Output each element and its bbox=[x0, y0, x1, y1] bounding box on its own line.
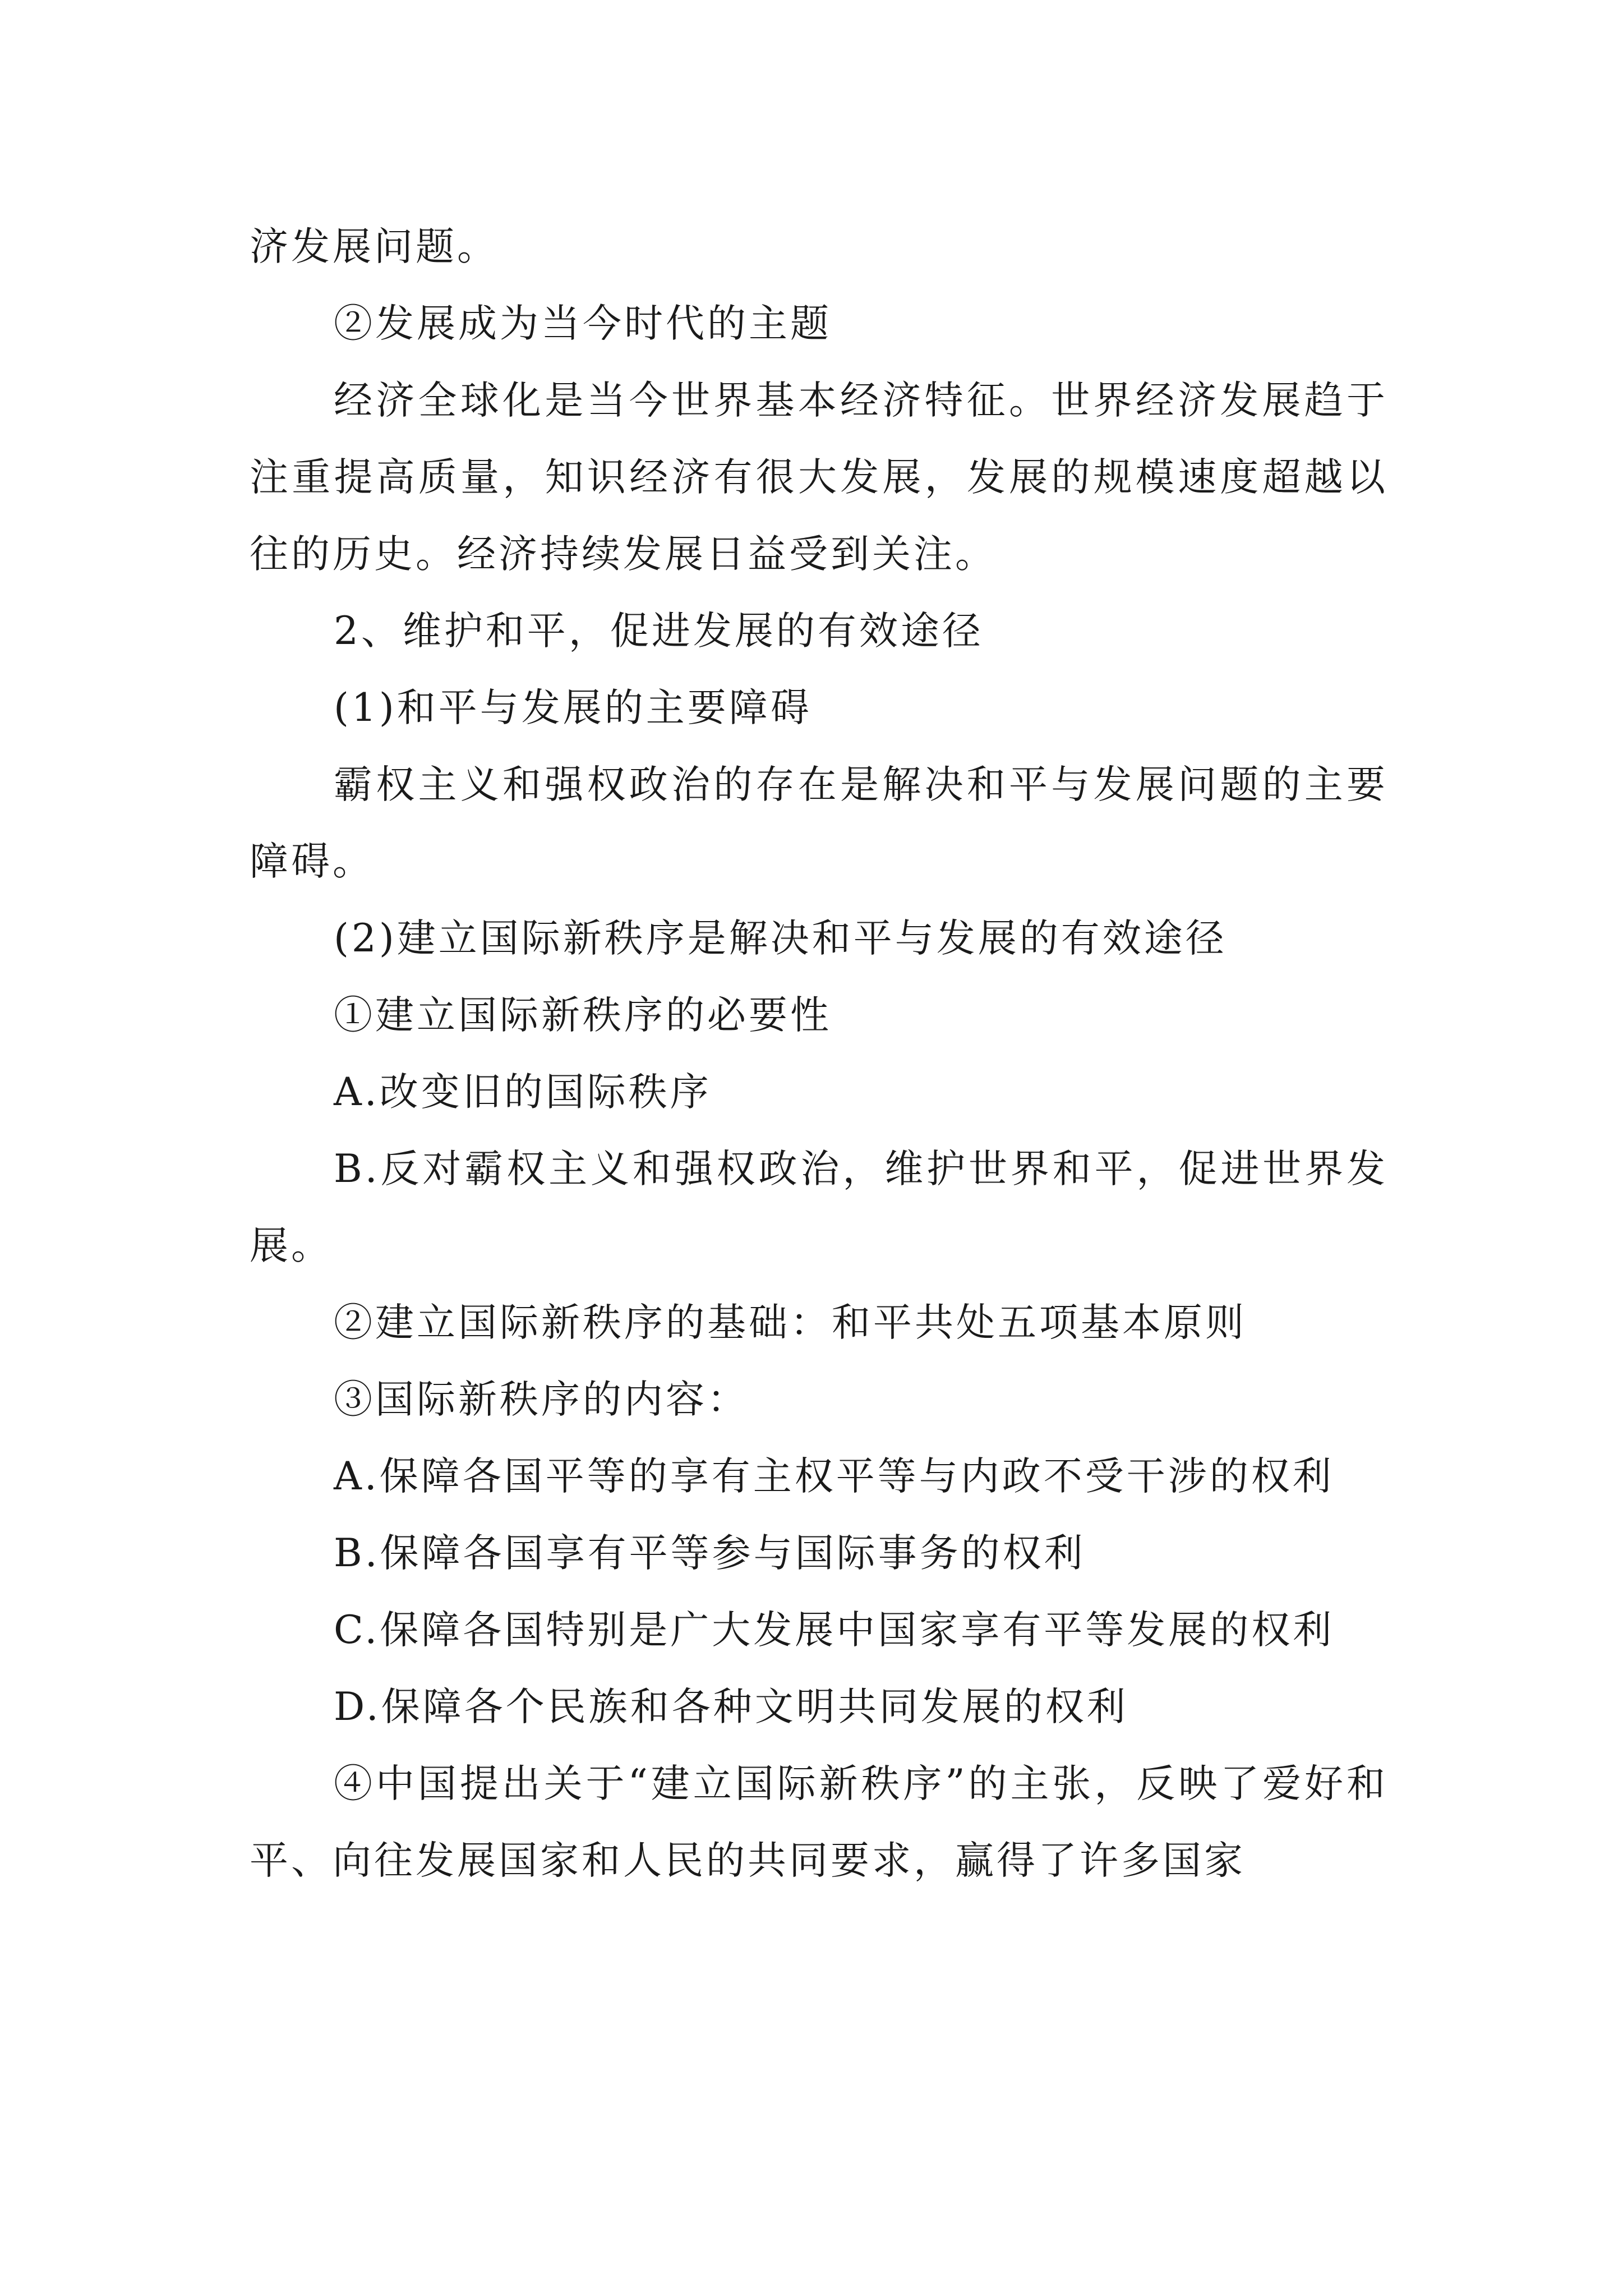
point-foundation: ②建立国际新秩序的基础：和平共处五项基本原则 bbox=[334, 1300, 1247, 1345]
item-a-sovereignty: A.保障各国平等的享有主权平等与内政不受干涉的权利 bbox=[334, 1454, 1334, 1499]
document-body bbox=[250, 209, 1388, 1899]
point-necessity: ①建立国际新秩序的必要性 bbox=[334, 993, 832, 1038]
paragraph-globalization: 经济全球化是当今世界基本经济特征。世界经济发展趋于注重提高质量，知识经济有很大发展，发展的规模速度超越以往的历史。经济持续发展日益受到关注。 bbox=[250, 378, 1388, 577]
point-content: ③国际新秩序的内容： bbox=[334, 1377, 749, 1422]
paragraph-development-theme: ②发展成为当今时代的主题 bbox=[334, 301, 832, 346]
item-c-developing-countries: C.保障各国特别是广大发展中国家享有平等发展的权利 bbox=[334, 1608, 1335, 1653]
subheading-obstacles: (1)和平与发展的主要障碍 bbox=[334, 685, 812, 730]
subheading-new-order: (2)建立国际新秩序是解决和平与发展的有效途径 bbox=[334, 916, 1227, 961]
point-china-proposal: ④中国提出关于“建立国际新秩序”的主张，反映了爱好和平、向往发展国家和人民的共同要求，赢得了许多国家 bbox=[250, 1761, 1388, 1883]
paragraph-continuation: 济发展问题。 bbox=[250, 224, 499, 269]
item-b-international-affairs: B.保障各国享有平等参与国际事务的权利 bbox=[334, 1531, 1086, 1576]
item-a-change-old-order: A.改变旧的国际秩序 bbox=[334, 1070, 712, 1115]
item-d-civilizations: D.保障各个民族和各种文明共同发展的权利 bbox=[334, 1685, 1128, 1729]
item-b-oppose-hegemonism: B.反对霸权主义和强权政治，维护世界和平，促进世界发展。 bbox=[250, 1147, 1388, 1268]
section-heading-2: 2、维护和平，促进发展的有效途径 bbox=[334, 609, 984, 654]
paragraph-hegemonism: 霸权主义和强权政治的存在是解决和平与发展问题的主要障碍。 bbox=[250, 762, 1388, 884]
